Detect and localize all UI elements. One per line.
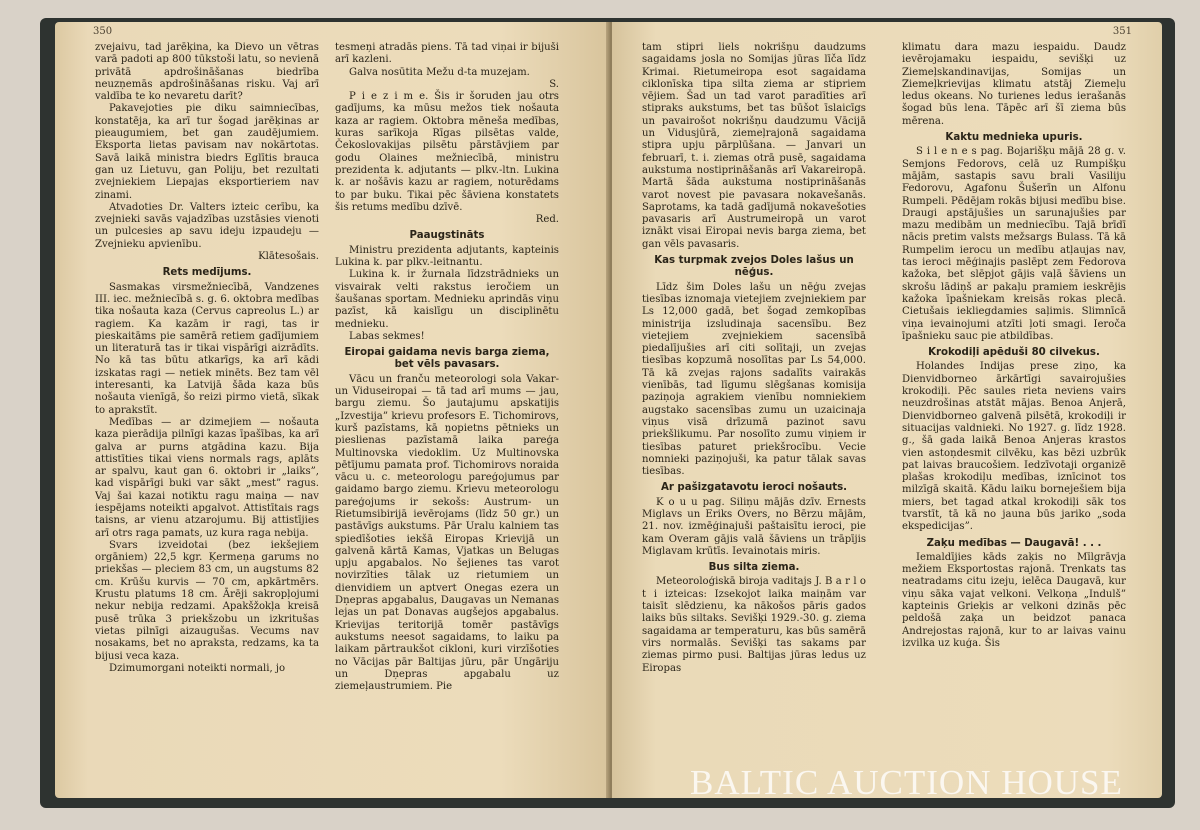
paragraph: S i l e n e s pag. Bojarišķu mājā 28 g. v. Semjons Fedorovs, celā uz Rumpišķu mājām, sastapis savu brali Vasiliju Fedorovu, Agafonu Šušerīn un Alfonu Rumpeli. Pēdējam rokās bijusi medību bise. Draugi apstājušies un sarunajušies par mazu medibām un medniecību. Tajā brīdī nācis pretim valsts mežsargs Bulass. Tā kā Rumpelim ierocu un medību atļaujas nav, tas ieroci mēģinajis paslēpt zem Fedorova kažoka, bet slēpjot gājis vaļā šāviens un skrošu lādiņš ar pakaļu pramiem ieskrējis kažoka īpašniekam kreisās rokas plecā. Cietušais iekliegdamies saļimis. Slimnīcā viņa ievainojumi atzīti ļoti smagi. Ieroča īpašnieku sauc pie atbildības. [902, 146, 1126, 342]
paragraph: Sasmakas virsmežniecībā, Vandzenes III. iec. mežniecībā s. g. 6. oktobra medības tika nošauta kaza (Cervus capreolus L.) ar ragiem. Ka kazām ir ragi, tas ir pieskaitāms pie samērā retiem gadījumiem un literaturā tas ir tikai vispārīgi aizrādīts. No kā tas būtu atkarīgs, ka arī kādi izskatas ragi — netiek minēts. Bez tam vēl interesanti, ka Latvijā šāda kaza būs nošauta vienīgā, šo reizi pirmo vietā, sīkak to aprakstīt. [95, 281, 319, 416]
signature: S. [549, 78, 559, 90]
paragraph: P i e z i m e. Šis ir šoruden jau otrs gadījums, ka mūsu mežos tiek nošauta kaza ar ragiem. Oktobra mēneša medības, kuras sarīkoja Rīgas pilsētas valde, Čekoslovakijas pilsētu pārstāvjiem par godu Olaines mežniecībā, ministru prezidenta k. adjutants — plkv.-ltn. Lukina k. ar nošāvis kazu ar ragiem, noturēdams to par buku. Tikai pēc šāviena konstatets šis retums medību dzīvē. [335, 91, 559, 213]
column-2 [335, 42, 559, 787]
article-heading: Paaugstināts [409, 230, 485, 242]
paragraph: zvejaivu, tad jarēķina, ka Dievo un vētras varā padoti ap 800 tūkstoši latu, so nevienā privātā apdrošināšanas biedrība neuzņemās apdrošināšanas risku. Vaj arī valdība te ko nevaretu darīt? [95, 42, 319, 103]
article-heading: Bus silta ziema. [708, 562, 800, 574]
paragraph: Pakavejoties pie diku saimniecības, konstatēja, ka arī tur šogad jarēķinas ar pieaugumiem, bet gan zaudējumiem. Eksporta lietas pavisam nav nokārtotas. Savā laikā ministra biedrs Eglītis brauca gan uz Lietuvu, gan Poliju, bet rezultati zvejniekiem Liepajas eksportieriem nav zinami. [95, 103, 319, 201]
paragraph: Vācu un franču meteorologi sola Vakar- un Viduseiropai — tā tad arī mums — jau, bargu ziemu. Šo jautajumu apskatijis „Izvestija” krievu profesors E. Tichomirovs, kurš pazīstams, kā ņopietns pētnieks un pieslienas pazīstamā laika pareģa Multinovska viedoklim. Uz Multinovska pētījumu pamata prof. Tichomirovs noraida vācu u. c. meteorologu pareģojumus par gaidamo bargo ziemu. Krievu meteorologu pareģojums ir sekošs: Austrum- un Rietumsibirijā ievērojams (līdz 50 gr.) un pastāvīgs aukstums. Pār Uralu kalniem tas spiedīšoties iekšā Eiropas Krievijā un galvenā kārtā Kamas, Vjatkas un Belugas upju apgabalos. No šejienes tas varot novirzīties tālak uz rietumiem un dienvidiem un aptvert Onegas ezera un Dņepras apgabalus, Daugavas un Nemanas lejas un pat Donavas augšejos apgabalus. Krievijas teritorijā tomēr pastāvīgs aukstums neesot sagaidams, to laiku pa laikam pārtraukšot cikloni, kuri virzīšoties no Vācijas pār Baltijas jūru, pār Ungāriju un Dņepras apgabalu uz ziemeļaustrumiem. Pie [335, 373, 559, 693]
page-number: 350 [93, 26, 113, 37]
article-heading: Krokodiļi apēduši 80 cilvekus. [928, 347, 1100, 359]
paragraph: Dzimumorgani noteikti normali, jo [109, 662, 286, 674]
right-page [612, 22, 1162, 798]
paragraph: Lukina k. ir žurnala līdzstrādnieks un visvairak velti rakstus ieročiem un šaušanas sportam. Mednieku aprindās viņu pazīst, kā kaislīgu un disciplinētu mednieku. [335, 269, 559, 330]
paragraph: Līdz šim Doles lašu un nēģu zvejas tiesības iznomaja vietejiem zvejniekiem par Ls 12,000 gadā, bet šogad zemkopības ministrija izsludinaja sacensību. Bez vietejiem zvejniekiem sacensībā piedalījušies arī citi solītaji, un zvejas tiesības kopzumā nosolītas par Ls 54,000. Tā kā zvejas rajons sadalīts vairakās vienībās, tad līgumu slēgšanas komisija paziņoja agrakiem vienību nomniekiem augstako sacensības zumu un uzaicinaja viņus visā drīzumā pazinot savu priekšlikumu. Par nosolīto zumu viņiem ir tiesības paturet priekšrocību. Vecie nomnieki paziņojuši, ka patur tālak savas tiesības. [642, 281, 866, 478]
column-3 [642, 42, 866, 787]
article-heading: Zaķu medības — Daugavā! . . . [926, 537, 1102, 549]
signature: Red. [535, 214, 559, 226]
article-heading: Rets medījums. [162, 267, 252, 279]
watermark: BALTIC AUCTION HOUSE [690, 763, 1123, 802]
paragraph: klimatu dara mazu iespaidu. Daudz ievērojamaku iespaidu, sevišķi uz Ziemeļskandinavijas, Somijas un Ziemeļkrievijas klimatu atstāj Ziemeļu ledus okeans. No turienes ledus ierašanās šogad būs lena. Tāpēc arī šī ziema būs mērena. [902, 42, 1126, 127]
paragraph: Labas sekmes! [349, 330, 425, 342]
paragraph: Ministru prezidenta adjutants, kapteinis Lukina k. par plkv.-leitnantu. [335, 244, 559, 269]
column-1 [95, 42, 319, 787]
paragraph: Svars izveidotai (bez iekšejiem orgāniem) 22,5 kgr. Ķermeņa garums no priekšas — pleciem 83 cm, un augstums 82 cm. Krūšu kurvis — 70 cm, apkārtmērs. Krustu platums 18 cm. Ārēji sakropļojumi nekur nebija redzami. Apakšžokļa kreisā pusē trūka 3 priekšzobu un izkritušas vietas pilnīgi aizaugušas. Vecums nav nosakams, bet no apraksta, redzams, ka ta bijusi veca kaza. [95, 539, 319, 662]
paragraph: Atvadoties Dr. Valters izteic cerību, ka zvejnieki savās vajadzības uzstāsies vienoti un pulcesies ap savu ideju izpaudeju — Zvejnieku apvienību. [95, 201, 319, 250]
paragraph: Holandes Indijas prese ziņo, ka Dienvidborneo ārkārtīgi savairojušies krokodiļi. Pēc saules rieta neviens vairs neuzdrošinas atstāt mājas. Benoa Anjerā, Dienvidborneo galvenā pilsētā, krokodiļi ir situacijas valdnieki. No 1927. g. līdz 1928. g., šā gada laikā Benoa Anjeras krastos vien astoņdesmit cilvēku, kas bēzi uzbrūk pat laivas braucošiem. Iedzīvotaji organizē plašas krokodiļu medības, iznīcinot tos milzīgā skaitā. Kādu laiku borneješiem bija miers, bet tagad atkal krokodiļi sāk tos tvarstīt, tā kā no jauna būs jariko „soda ekspedicijas”. [902, 361, 1126, 533]
paragraph: tesmeņi atradās piens. Tā tad viņai ir bijuši arī kazleni. [335, 42, 559, 66]
article-heading: Ar pašizgatavotu ieroci nošauts. [660, 482, 848, 494]
paragraph: Meteoroloģiskā biroja vaditajs J. B a r l o t i izteicas: Izsekojot laika maiņām var taisīt slēdzienu, ka nākošos pāris gados laiks būs siltaks. Sevišķi 1929.-30. g. ziema sagaidama ar temperaturu, kas būs samērā virs normalās. Sevišķi tas sakams par ziemas pirmo pusi. Baltijas jūras ledus uz Eiropas [642, 576, 866, 674]
paragraph: tam stipri liels nokrišņu daudzums sagaidams josla no Somijas jūras līča līdz Krimai. Rietumeiropa esot sagaidama ciklonīska tipa silta ziema ar stipriem vējiem. Šad un tad varot paradīties arī stipraks aukstums, bet tas būšot īslaicīgs un pavairošot nokrišņu daudzumu Vācijā un Vidusjūrā, ziemeļrajonā sagaidama stipra upju pārplūšana. — Janvari un februarī, t. i. ziemas otrā pusē, sagaidama aukstuma nostiprināšanās arī Vakareiropā. Martā šāda aukstuma nostiprināšanās varot novest pie pavasara nokavešanās. Saprotams, ka tadā gadījumā nokavešoties pavasaris arī Austrumeiropā un varot iznākt visai Eiropai nevis barga ziema, bet gan vēls pavasaris. [642, 42, 866, 250]
signature: Klātesošais. [258, 251, 319, 263]
page-number: 351 [1112, 26, 1132, 37]
paragraph: Medības — ar dzimejiem — nošauta kaza pierādija pilnīgi kazas īpašības, ka arī galva ar purns atgādina kazu. Bija attistīties tikai viens normals rags, aplāts ar spalvu, kaut gan 6. oktobri ir „laiks”, kad vispārīgi buki var sākt „mest” ragus. Vaj šai kazai notiktu ragu maiņa — nav iespējams noteikti apgalvot. Attistītais rags taisns, ar vienu atzarojumu. Bij attistījies arī otrs raga pamats, uz kura raga nebija. [95, 416, 319, 539]
paragraph: K o u u pag. Siliņu mājās dzīv. Ernests Miglavs un Eriks Overs, no Bērzu mājām, 21. nov. izmēģinajuši paštaisītu ieroci, pie kam Overam gājis valā šāviens un trāpījis Miglavam krūtīs. Ievainotais miris. [642, 496, 866, 557]
article-heading: Eiropai gaidama nevis barga ziema, bet vēls pavasars. [344, 347, 550, 371]
column-4 [902, 42, 1126, 787]
paragraph: Galva nosūtita Mežu d-ta muzejam. [349, 66, 530, 78]
article-heading: Kas turpmak zvejos Doles lašus un nēģus. [654, 255, 854, 279]
paragraph: Iemaldījies kāds zaķis no Mīlgrāvja mežiem Eksportostas rajonā. Trenkats tas neatradams citu izeju, ielēca Daugavā, kur viņu sāka vajat velkoni. Velkoņa „Indulš” kapteinis Grieķis ar velkoni dzinās pēc peldošā zaķa un beidzot panaca Andrejostas rajonā, kur to ar laivas vainu izvilka uz kuģa. Šis [902, 551, 1126, 649]
left-page [55, 22, 610, 798]
article-heading: Kaktu mednieka upuris. [945, 132, 1083, 144]
